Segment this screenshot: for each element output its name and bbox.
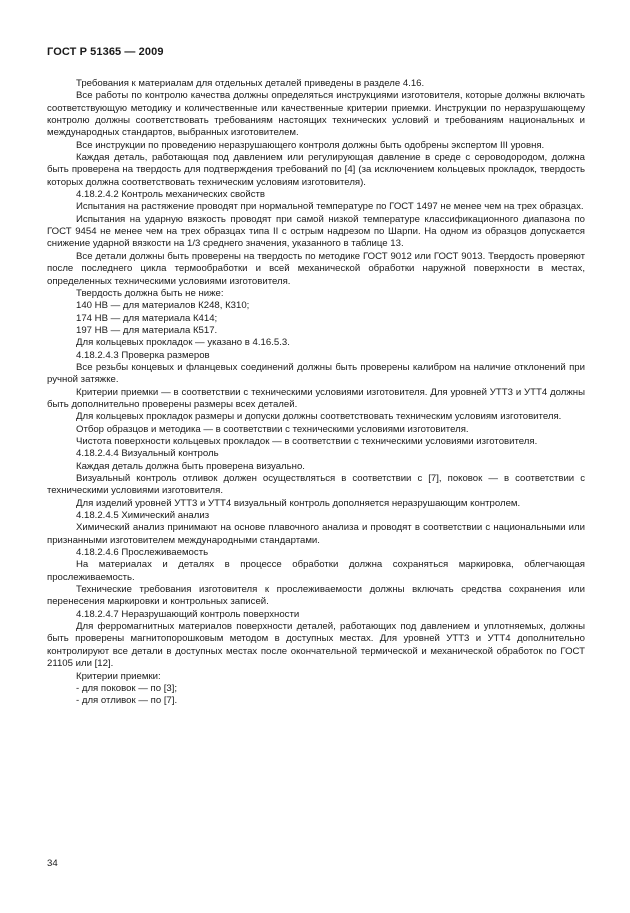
page-number: 34 xyxy=(47,858,58,869)
paragraph: Все детали должны быть проверены на твердость по методике ГОСТ 9012 или ГОСТ 9013. Твердость проверяют после последнего цикла термообработки и всей механической обработки наружной поверхности в местах, определенных техническими условиями изготовителя. xyxy=(47,250,585,287)
paragraph: Требования к материалам для отдельных деталей приведены в разделе 4.16. xyxy=(76,78,425,89)
paragraph: Все работы по контролю качества должны определяться инструкциями изготовителя, которые должны включать соответствующую методику и количественные или качественные критерии приемки. Инструкции по неразрушающему контролю должны соответствовать требованиям настоящих технических условий и требованиям национальных и международных стандартов, выбранных изготовителем. xyxy=(47,90,585,139)
paragraph: 4.18.2.4.3 Проверка размеров xyxy=(76,349,210,361)
paragraph: Испытания на ударную вязкость проводят при самой низкой температуре классификационного диапазона по ГОСТ 9454 не менее чем на трех образцах типа II с острым надрезом по Шарпи. На одном из образцов допускается снижение ударной вязкости на 1/3 среднего значения, указанного в таблице 13. xyxy=(47,213,585,250)
paragraph: Для кольцевых прокладок — указано в 4.16.5.3. xyxy=(76,337,290,349)
paragraph: Испытания на растяжение проводят при нормальной температуре по ГОСТ 1497 не менее чем на трех образцах. xyxy=(76,201,584,213)
paragraph: Твердость должна быть не ниже: xyxy=(76,287,224,299)
document-body xyxy=(47,78,585,708)
list-item: 197 НВ — для материала К517. xyxy=(76,324,218,336)
paragraph: Каждая деталь должна быть проверена визуально. xyxy=(76,460,305,472)
paragraph: Критерии приемки — в соответствии с техническими условиями изготовителя. Для уровней УТТ3 и УТТ4 должны быть дополнительно проверены размеры всех деталей. xyxy=(47,386,585,410)
list-item: 174 НВ — для материала К414; xyxy=(76,312,218,324)
paragraph: Для изделий уровней УТТ3 и УТТ4 визуальный контроль дополняется неразрушающим контролем. xyxy=(76,497,521,509)
paragraph: На материалах и деталях в процессе обработки должна сохраняться маркировка, облегчающая прослеживаемость. xyxy=(47,559,585,583)
document-header: ГОСТ Р 51365 — 2009 xyxy=(47,46,164,58)
list-item: - для отливок — по [7]. xyxy=(76,695,178,707)
paragraph: 4.18.2.4.2 Контроль механических свойств xyxy=(76,189,265,201)
paragraph: Чистота поверхности кольцевых прокладок — в соответствии с техническими условиями изготовителя. xyxy=(76,435,538,447)
list-item: 140 НВ — для материалов К248, К310; xyxy=(76,300,250,312)
paragraph: 4.18.2.4.4 Визуальный контроль xyxy=(76,448,219,460)
paragraph: Для кольцевых прокладок размеры и допуски должны соответствовать техническим условиям изготовителя. xyxy=(76,411,562,423)
paragraph: Каждая деталь, работающая под давлением или регулирующая давление в среде с сероводородом, должна быть проверена на твердость для подтверждения требований по [4] (за исключением кольцевых прокладок, твердость которых должна соответствовать техническим условиям изготовителя). xyxy=(47,152,585,188)
paragraph: Технические требования изготовителя к прослеживаемости должны включать средства сохранения или перенесения маркировки и контрольных записей. xyxy=(47,584,585,608)
paragraph: Отбор образцов и методика — в соответствии с техническими условиями изготовителя. xyxy=(76,423,469,435)
paragraph: Для ферромагнитных материалов поверхности деталей, работающих под давлением и уплотняемых, должны быть проверены магнитопорошковым методом в доступных местах. Для уровней УТТ3 и УТТ4 дополнительно контролируют все детали в доступных местах после окончательной термической и механической обработок по ГОСТ 21105 или [12]. xyxy=(47,621,585,670)
paragraph: Все инструкции по проведению неразрушающего контроля должны быть одобрены экспертом III уровня. xyxy=(76,139,545,151)
list-item: - для поковок — по [3]; xyxy=(76,682,178,694)
paragraph: 4.18.2.4.5 Химический анализ xyxy=(76,510,210,522)
paragraph: Химический анализ принимают на основе плавочного анализа и проводят в соответствии с национальными или признанными изготовителем международными стандартами. xyxy=(47,522,585,546)
paragraph: 4.18.2.4.7 Неразрушающий контроль поверхности xyxy=(76,608,300,620)
paragraph: Все резьбы концевых и фланцевых соединений должны быть проверены калибром на наличие отклонений при ручной затяжке. xyxy=(47,361,585,386)
paragraph: Критерии приемки: xyxy=(76,670,161,682)
paragraph: 4.18.2.4.6 Прослеживаемость xyxy=(76,547,209,559)
paragraph: Визуальный контроль отливок должен осуществляться в соответствии с [7], поковок — в соответствии с техническими условиями изготовителя. xyxy=(47,473,585,497)
